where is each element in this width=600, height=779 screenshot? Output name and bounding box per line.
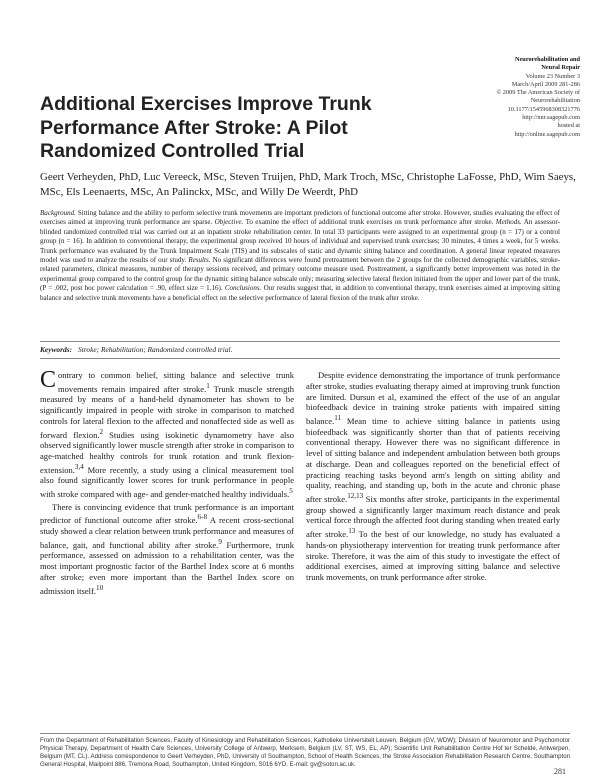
citation-ref[interactable]: 1 <box>206 381 210 390</box>
abstract <box>40 209 560 303</box>
journal-info <box>462 56 580 139</box>
journal-issue: March/April 2009 281-286 <box>511 80 580 88</box>
text-run: A recent cross-sectional study showed a clear relation between trunk performance and measures of balance, gait, and functional ability after stroke. <box>40 515 294 550</box>
paragraph <box>306 370 560 583</box>
citation-ref[interactable]: 5 <box>289 487 293 496</box>
citation-ref[interactable]: 11 <box>334 414 342 422</box>
body-column-left <box>40 367 294 598</box>
text-run: Furthermore, trunk performance, assessed on admission to a rehabilitation center, was the most important prognostic factor of the Barthel Index score at 6 months after stroke; even more important than the Barthel Index score on admission itself. <box>40 539 294 596</box>
citation-ref[interactable]: 12,13 <box>347 492 364 501</box>
abstract-background-text: Sitting balance and the ability to perform selective trunk movements are important predictors of functional outcome after stroke. However, studies evaluating the effect of exercises aimed at improving trunk performance are sparse. <box>40 209 560 227</box>
page-number: 281 <box>554 767 566 776</box>
author-list: Geert Verheyden, PhD, Luc Vereeck, MSc, Steven Truijen, PhD, Mark Troch, MSc, Christophe LaFosse, PhD, Wim Saeys, MSc, Els Leenaerts, MSc, An Palinckx, MSc, and Willy De Weerdt, PhD <box>40 171 576 198</box>
journal-copyright-cont: Neurorehabilitation <box>530 97 580 105</box>
abstract-objective-label: Objective. <box>214 218 244 227</box>
paragraph <box>40 367 294 500</box>
journal-hosted: hosted at <box>557 122 580 130</box>
text-run: Mean time to achieve sitting balance in patients using biofeedback was significantly shorter than that of patients receiving conventional therapy. However there was no significant difference in level of sitting balance and independent ambulation between both groups at discharge. Dean and colleagues reported on the beneficial effect of practicing reaching tasks beyond arm's length on sitting ability and quality, reaching, and standing up, both in the acute and chronic phase after stroke. <box>306 415 560 504</box>
citation-ref[interactable]: 6-8 <box>197 513 208 522</box>
citation-ref[interactable]: 10 <box>96 583 104 592</box>
text-run: Six months after stroke, participants in the experimental group showed a significantly larger maximum reach distance and peak vertical force through the affected foot during standing when treated early after stroke. <box>306 493 560 540</box>
keywords <box>40 341 560 359</box>
journal-name: Neurorehabilitation and <box>514 56 580 63</box>
drop-cap: C <box>40 367 57 393</box>
abstract-conclusions-text: Our results suggest that, in addition to conventional therapy, trunk exercises aimed at improving sitting balance and selective trunk movements have a beneficial effect on the selective performance of lateral flexion of the trunk after stroke. <box>40 284 560 302</box>
text-run: Studies using isokinetic dynamometry have also observed significantly lower muscle strength after stroke in comparison to age-matched healthy controls for trunk rotation and trunk flexion-extension. <box>40 429 294 475</box>
citation-ref[interactable]: 2 <box>99 427 104 436</box>
abstract-background-label: Background. <box>40 209 76 217</box>
article-title: Additional Exercises Improve Trunk Performance After Stroke: A Pilot Randomized Controlled Trial <box>40 93 372 162</box>
journal-volume: Volume 23 Number 3 <box>525 72 580 80</box>
abstract-conclusions-label: Conclusions. <box>224 284 262 293</box>
citation-ref[interactable]: 13 <box>348 527 356 536</box>
text-run: Despite evidence demonstrating the importance of trunk performance after stroke, studies evaluating therapy aimed at improving trunk function are limited. Dursun et al, examined the effect of the use of an angular biofeedback device in training stroke patients with impaired sitting balance. <box>306 370 560 426</box>
journal-name-cont: Neural Repair <box>541 64 580 72</box>
paragraph <box>40 502 294 597</box>
journal-copyright: © 2009 The American Society of <box>496 89 580 97</box>
body-column-right <box>306 370 560 585</box>
keywords-text: Stroke; Rehabilitation; Randomized controlled trial. <box>78 345 233 354</box>
journal-doi[interactable]: 10.1177/1545968308321776 <box>507 105 580 113</box>
text-run: Trunk muscle strength measured by means of a hand-held dynamometer has shown to be significantly impaired in people with stroke in comparison to matched controls for lateral flexion to the affected and nonaffected side as well as forward flexion. <box>40 383 294 440</box>
affiliation-footnote: From the Department of Rehabilitation Sciences, Faculty of Kinesiology and Rehabilitation Sciences, Katholieke Universiteit Leuven, Belgium (GV, WDW); Division of Neuromotor and Psychomotor Physical Therapy, Department of Health Care Sciences, University College of Antwerp, Merksem, Belgium (LV, ST, WS, EL, AP); Scientific Unit Rehabilitation Centre Hof ter Schelde, Antwerpen, Belgium (MT, CL). Address correspondence to Geert Verheyden, PhD, University of Southampton, School of Health Sciences, the Stroke Association Rehabilitation Research Centre, Southampton General Hospital, Mailpoint 886, Tremona Road, Southampton, United Kingdom, S016 6YD. E-mail: gv@soton.ac.uk. <box>40 733 570 769</box>
abstract-methods-label: Methods. <box>495 218 522 227</box>
text-run: There is convincing evidence that trunk performance is an important predictor of functional outcome after stroke. <box>40 501 294 526</box>
text-run: To the best of our knowledge, no study has evaluated a hands-on physiotherapy intervention for treating trunk performance after stroke. Therefore, it was the aim of this study to investigate the effect of additional exercises, aimed at improving sitting balance and selective trunk movements, on trunk performance after stroke. <box>306 529 560 583</box>
citation-ref[interactable]: 3,4 <box>74 462 84 471</box>
citation-ref[interactable]: 9 <box>218 537 222 546</box>
keywords-label: Keywords: <box>40 345 73 354</box>
journal-url-online[interactable]: http://online.sagepub.com <box>514 130 580 138</box>
abstract-objective-text: To examine the effect of additional trunk exercises on trunk performance after stroke. <box>243 218 496 227</box>
abstract-methods-text: An assessor-blinded randomized controlled trial was carried out at an inpatient stroke rehabilitation center. In total 33 participants were assigned to an experimental group (n = 17) or a control group (n = 16). In addition to conventional therapy, the experimental group received 10 hours of individual and supervised trunk exercises; 30 minutes, 4 times a week, for 5 weeks. Trunk performance was evaluated by the Trunk Impairment Scale (TIS) and its subscales of static and dynamic sitting balance and coordination. A general linear repeated measures model was used to analyze the results of our study. <box>40 218 560 265</box>
text-run: More recently, a study using a clinical measurement tool also found significantly lower scores for trunk performance in people with stroke compared with age- and gender-matched healthy individuals. <box>40 464 294 499</box>
abstract-results-label: Results. <box>188 256 211 265</box>
text-run: ontrary to common belief, sitting balance and selective trunk movements remain impaired after stroke. <box>58 370 294 394</box>
journal-url[interactable]: http://nnr.sagepub.com <box>522 114 580 122</box>
abstract-results-text: No significant differences were found pretreatment between the 2 groups for the collected demographic variables, stroke-related parameters, clinical measures, number of therapy sessions received, and primary outcome measure used. Posttreatment, a significantly better improvement was noted in the experimental group compared to the control group for the dynamic sitting balance subscale only; measuring selective lateral flexion initiated from the upper and lower part of the trunk, (P = .002, post hoc power calculation = .90, effect size = 1.16). <box>40 256 560 293</box>
